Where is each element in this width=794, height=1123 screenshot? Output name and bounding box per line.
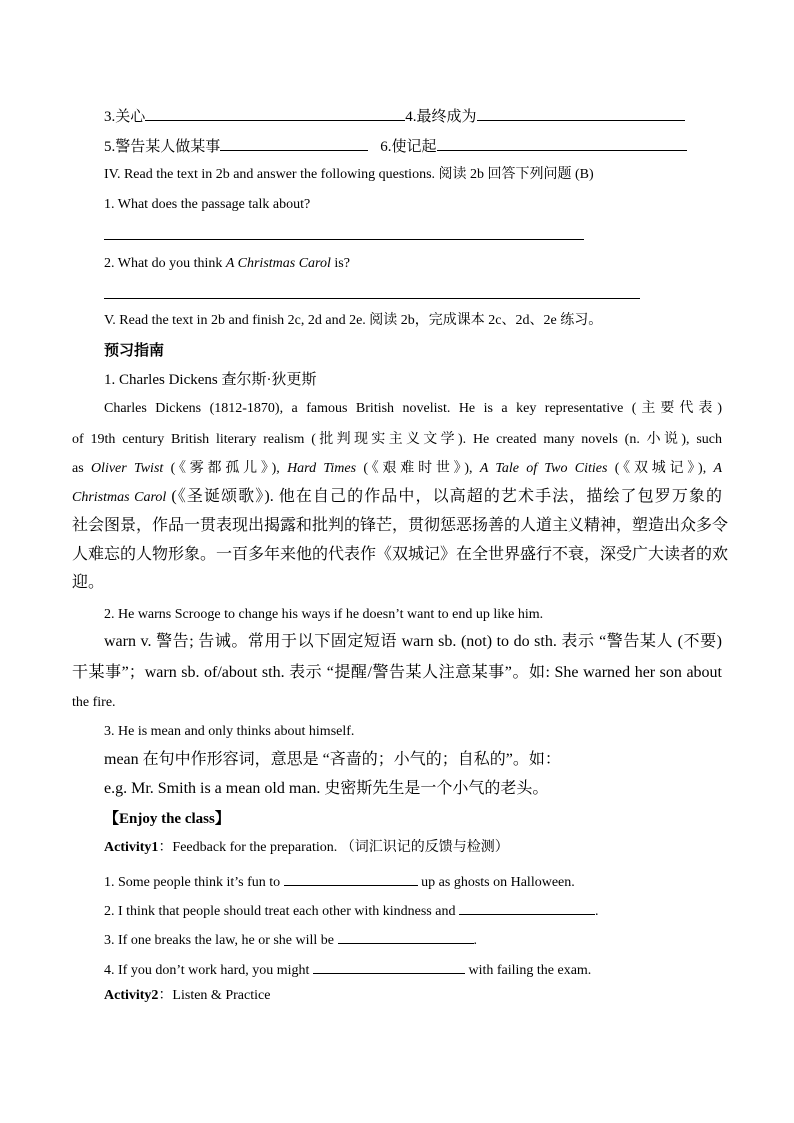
activity-1-label: Activity1 <box>104 840 159 855</box>
answer-line-1[interactable] <box>104 239 584 240</box>
question-2 <box>104 255 350 273</box>
vocab-blank-4[interactable] <box>477 106 685 121</box>
question-2-text: 2. What do you think <box>104 256 226 271</box>
exercise-1: 1. Some people think it’s fun to up as ghosts on Halloween. <box>104 871 575 892</box>
note-3-line-2: e.g. Mr. Smith is a mean old man. 史密斯先生是一个小气的老头。 <box>104 780 549 797</box>
vocab-blank-5[interactable] <box>220 136 368 151</box>
section-4-heading: IV. Read the text in 2b and answer the following questions. 阅读 2b 回答下列问题 (B) <box>104 167 594 182</box>
note-1-line-6: 人难忘的人物形象。一百多年来他的代表作《双城记》在全世界盛行不衰，深受广大读者的欢 <box>72 546 729 563</box>
note-3-line-1: mean 在句中作形容词，意思是 “吝啬的；小气的；自私的”。如： <box>104 751 561 768</box>
enjoy-heading: 【Enjoy the class】 <box>104 811 230 827</box>
note-1-line-5: 社会图景，作品一贯表现出揭露和批判的锋芒，贯彻惩恶扬善的人道主义精神，塑造出众多令 <box>72 517 729 534</box>
exercise-3: 3. If one breaks the law, he or she will be . <box>104 929 477 950</box>
book-tale-of-two-cities: A Tale of Two Cities <box>479 461 608 476</box>
exercise-2-blank[interactable] <box>459 900 595 915</box>
book-hard-times: Hard Times <box>287 461 357 476</box>
note-1-line-7: 迎。 <box>72 574 105 591</box>
vocab-item-6: 6.使记起 <box>380 139 437 155</box>
book-oliver-twist: Oliver Twist <box>90 461 164 476</box>
note-1-title: 1. Charles Dickens 查尔斯·狄更斯 <box>104 372 317 388</box>
activity-1-text: ：Feedback for the preparation. （词汇识记的反馈与检测） <box>158 840 509 855</box>
exercise-4: 4. If you don’t work hard, you might with failing the exam. <box>104 959 591 980</box>
note-1-line-4: Christmas Carol (《圣诞颂歌》). 他在自己的作品中，以高超的艺术手法，描绘了包罗万象的 <box>72 488 722 505</box>
question-1: 1. What does the passage talk about? <box>104 197 311 212</box>
activity-1 <box>104 839 509 857</box>
note-3-title: 3. He is mean and only thinks about himself. <box>104 724 355 739</box>
exercise-3-blank[interactable] <box>338 929 474 944</box>
exercise-2: 2. I think that people should treat each other with kindness and . <box>104 900 598 921</box>
vocab-blank-3[interactable] <box>145 106 405 121</box>
note-1-line-2: of 19th century British literary realism (批判现实主义文学). He created many novels (n. 小说), such <box>72 432 722 447</box>
note-2-line-1: warn v. 警告; 告诫。常用于以下固定短语 warn sb. (not) to do sth. 表示 “警告某人 (不要) <box>104 633 722 650</box>
note-2-line-3: the fire. <box>72 695 116 710</box>
guide-heading: 预习指南 <box>104 343 165 359</box>
exercise-1-blank[interactable] <box>284 871 418 886</box>
vocab-item-4: 4.最终成为 <box>405 109 477 125</box>
note-1-line-3: as Oliver Twist (《雾都孤儿》), Hard Times (《艰难时世》), A Tale of Two Cities (《双城记》), A <box>72 461 723 476</box>
exercise-4-blank[interactable] <box>313 959 465 974</box>
vocab-blank-6[interactable] <box>437 136 687 151</box>
vocab-item-3: 3.关心 <box>104 109 146 125</box>
question-2-title: A Christmas Carol <box>225 256 331 271</box>
section-5-heading: V. Read the text in 2b and finish 2c, 2d and 2e. 阅读 2b，完成课本 2c、2d、2e 练习。 <box>104 313 603 328</box>
note-2-title: 2. He warns Scrooge to change his ways if he doesn’t want to end up like him. <box>104 607 544 622</box>
vocab-item-5: 5.警告某人做某事 <box>104 139 221 155</box>
activity-2 <box>104 987 270 1005</box>
vocab-row-1 <box>104 106 685 126</box>
note-1-line-1: Charles Dickens (1812-1870), a famous British novelist. He is a key representative (主要代表) <box>104 401 722 416</box>
note-2-line-2: 干某事”；warn sb. of/about sth. 表示 “提醒/警告某人注意某事”。如: She warned her son about <box>72 664 722 681</box>
answer-line-2[interactable] <box>104 298 640 299</box>
vocab-row-2 <box>104 136 687 156</box>
activity-2-label: Activity2 <box>104 988 159 1003</box>
question-2-end: is? <box>330 256 350 271</box>
activity-2-text: ：Listen & Practice <box>158 988 271 1003</box>
book-christmas-carol: Christmas Carol <box>72 490 167 505</box>
